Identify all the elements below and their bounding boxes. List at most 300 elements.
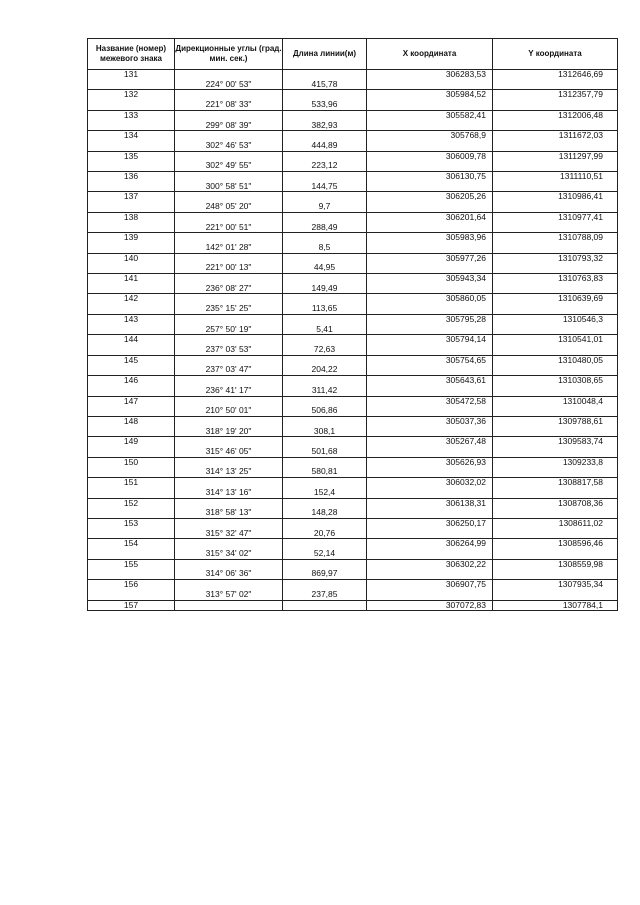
- empty-cell: [175, 274, 283, 284]
- empty-cell: [175, 151, 283, 161]
- point-row: [88, 457, 618, 467]
- y-coordinate: 1308817,58: [493, 478, 618, 488]
- empty-cell: [283, 151, 367, 161]
- point-row: [88, 233, 618, 243]
- line-length: 9,7: [283, 202, 367, 212]
- segment-row: [88, 141, 618, 151]
- empty-cell: [493, 406, 618, 416]
- y-coordinate: 1311672,03: [493, 131, 618, 141]
- point-name: 139: [88, 233, 175, 243]
- empty-cell: [493, 141, 618, 151]
- empty-cell: [283, 539, 367, 549]
- point-name: 141: [88, 274, 175, 284]
- direction-angle: 318° 19' 20": [175, 427, 283, 437]
- empty-cell: [88, 467, 175, 477]
- y-coordinate: 1308596,46: [493, 539, 618, 549]
- empty-cell: [493, 202, 618, 212]
- empty-cell: [88, 345, 175, 355]
- point-row: [88, 151, 618, 161]
- point-row: [88, 559, 618, 569]
- empty-cell: [283, 192, 367, 202]
- y-coordinate: 1310541,01: [493, 335, 618, 345]
- empty-cell: [283, 335, 367, 345]
- empty-cell: [175, 396, 283, 406]
- direction-angle: 235° 15' 25": [175, 304, 283, 314]
- point-row: [88, 70, 618, 80]
- y-coordinate: 1312646,69: [493, 70, 618, 80]
- empty-cell: [88, 447, 175, 457]
- y-coordinate: 1310048,4: [493, 396, 618, 406]
- y-coordinate: 1310977,41: [493, 212, 618, 222]
- empty-cell: [88, 182, 175, 192]
- x-coordinate: 305037,36: [367, 416, 493, 426]
- line-length: 20,76: [283, 529, 367, 539]
- x-coordinate: 306283,53: [367, 70, 493, 80]
- empty-cell: [367, 427, 493, 437]
- line-length: 415,78: [283, 80, 367, 90]
- empty-cell: [283, 253, 367, 263]
- empty-cell: [493, 223, 618, 233]
- line-length: 237,85: [283, 590, 367, 600]
- direction-angle: 315° 34' 02": [175, 549, 283, 559]
- point-row: [88, 110, 618, 120]
- empty-cell: [493, 488, 618, 498]
- empty-cell: [367, 365, 493, 375]
- empty-cell: [175, 376, 283, 386]
- point-row: [88, 580, 618, 590]
- point-row: [88, 172, 618, 182]
- x-coordinate: 306201,64: [367, 212, 493, 222]
- point-row: [88, 518, 618, 528]
- empty-cell: [367, 284, 493, 294]
- empty-cell: [175, 131, 283, 141]
- empty-cell: [283, 131, 367, 141]
- empty-cell: [283, 437, 367, 447]
- empty-cell: [367, 182, 493, 192]
- empty-cell: [88, 161, 175, 171]
- empty-cell: [367, 549, 493, 559]
- segment-row: [88, 386, 618, 396]
- segment-row: [88, 447, 618, 457]
- y-coordinate: 1310639,69: [493, 294, 618, 304]
- x-coordinate: 306032,02: [367, 478, 493, 488]
- y-coordinate: 1309788,61: [493, 416, 618, 426]
- line-length: 382,93: [283, 121, 367, 131]
- empty-cell: [88, 304, 175, 314]
- point-row: [88, 437, 618, 447]
- point-row: [88, 253, 618, 263]
- empty-cell: [493, 263, 618, 273]
- empty-cell: [283, 110, 367, 120]
- empty-cell: [493, 569, 618, 579]
- x-coordinate: 305267,48: [367, 437, 493, 447]
- point-row: [88, 335, 618, 345]
- x-coordinate: 305943,34: [367, 274, 493, 284]
- boundary-coordinates-sheet: [87, 38, 617, 611]
- empty-cell: [88, 80, 175, 90]
- empty-cell: [175, 498, 283, 508]
- empty-cell: [367, 223, 493, 233]
- empty-cell: [493, 549, 618, 559]
- empty-cell: [367, 121, 493, 131]
- empty-cell: [367, 529, 493, 539]
- empty-cell: [367, 243, 493, 253]
- empty-cell: [283, 294, 367, 304]
- direction-angle: 210° 50' 01": [175, 406, 283, 416]
- empty-cell: [175, 600, 283, 611]
- empty-cell: [367, 161, 493, 171]
- segment-row: [88, 304, 618, 314]
- x-coordinate: 305795,28: [367, 314, 493, 324]
- empty-cell: [367, 141, 493, 151]
- x-coordinate: 305582,41: [367, 110, 493, 120]
- x-coordinate: 305984,52: [367, 90, 493, 100]
- empty-cell: [283, 416, 367, 426]
- empty-cell: [367, 386, 493, 396]
- empty-cell: [88, 590, 175, 600]
- point-name: 148: [88, 416, 175, 426]
- empty-cell: [88, 549, 175, 559]
- direction-angle: 221° 00' 51": [175, 223, 283, 233]
- line-length: 533,96: [283, 100, 367, 110]
- point-name: 146: [88, 376, 175, 386]
- empty-cell: [283, 274, 367, 284]
- empty-cell: [175, 253, 283, 263]
- segment-row: [88, 161, 618, 171]
- point-row: [88, 212, 618, 222]
- point-name: 140: [88, 253, 175, 263]
- empty-cell: [175, 437, 283, 447]
- direction-angle: 299° 08' 39": [175, 121, 283, 131]
- header-direction-angle: Дирекционные углы (град. мин. сек.): [175, 39, 283, 70]
- y-coordinate: 1311110,51: [493, 172, 618, 182]
- point-name: 153: [88, 518, 175, 528]
- direction-angle: 224° 00' 53": [175, 80, 283, 90]
- y-coordinate: 1312357,79: [493, 90, 618, 100]
- point-name: 142: [88, 294, 175, 304]
- empty-cell: [175, 172, 283, 182]
- line-length: 444,89: [283, 141, 367, 151]
- empty-cell: [88, 508, 175, 518]
- line-length: 308,1: [283, 427, 367, 437]
- direction-angle: 300° 58' 51": [175, 182, 283, 192]
- empty-cell: [283, 233, 367, 243]
- header-line-length: Длина линии(м): [283, 39, 367, 70]
- direction-angle: 314° 13' 16": [175, 488, 283, 498]
- empty-cell: [283, 457, 367, 467]
- point-row: [88, 478, 618, 488]
- empty-cell: [493, 80, 618, 90]
- x-coordinate: 306205,26: [367, 192, 493, 202]
- direction-angle: 314° 13' 25": [175, 467, 283, 477]
- empty-cell: [175, 355, 283, 365]
- y-coordinate: 1312006,48: [493, 110, 618, 120]
- segment-row: [88, 467, 618, 477]
- empty-cell: [283, 376, 367, 386]
- direction-angle: 237° 03' 53": [175, 345, 283, 355]
- line-length: 52,14: [283, 549, 367, 559]
- empty-cell: [175, 559, 283, 569]
- point-row: [88, 90, 618, 100]
- point-name: 152: [88, 498, 175, 508]
- x-coordinate: 305977,26: [367, 253, 493, 263]
- empty-cell: [493, 427, 618, 437]
- line-length: 501,68: [283, 447, 367, 457]
- header-y-coordinate: Y координата: [493, 39, 618, 70]
- empty-cell: [88, 202, 175, 212]
- line-length: 113,65: [283, 304, 367, 314]
- empty-cell: [175, 335, 283, 345]
- point-row: [88, 416, 618, 426]
- point-name: 156: [88, 580, 175, 590]
- empty-cell: [283, 70, 367, 80]
- empty-cell: [88, 488, 175, 498]
- x-coordinate: 306009,78: [367, 151, 493, 161]
- point-name: 136: [88, 172, 175, 182]
- x-coordinate: 306138,31: [367, 498, 493, 508]
- empty-cell: [175, 416, 283, 426]
- empty-cell: [175, 539, 283, 549]
- empty-cell: [88, 529, 175, 539]
- empty-cell: [367, 304, 493, 314]
- empty-cell: [367, 467, 493, 477]
- point-name: 137: [88, 192, 175, 202]
- empty-cell: [283, 396, 367, 406]
- y-coordinate: 1310480,05: [493, 355, 618, 365]
- point-row: [88, 539, 618, 549]
- segment-row: [88, 345, 618, 355]
- empty-cell: [367, 263, 493, 273]
- empty-cell: [88, 141, 175, 151]
- empty-cell: [175, 457, 283, 467]
- x-coordinate: 306250,17: [367, 518, 493, 528]
- line-length: 144,75: [283, 182, 367, 192]
- line-length: 288,49: [283, 223, 367, 233]
- y-coordinate: 1309583,74: [493, 437, 618, 447]
- empty-cell: [493, 508, 618, 518]
- empty-cell: [367, 569, 493, 579]
- direction-angle: 237° 03' 47": [175, 365, 283, 375]
- empty-cell: [283, 478, 367, 488]
- point-name: 154: [88, 539, 175, 549]
- point-name: 138: [88, 212, 175, 222]
- point-name: 132: [88, 90, 175, 100]
- y-coordinate: 1308559,98: [493, 559, 618, 569]
- y-coordinate: 1307935,34: [493, 580, 618, 590]
- line-length: 149,49: [283, 284, 367, 294]
- direction-angle: 257° 50' 19": [175, 325, 283, 335]
- segment-row: [88, 121, 618, 131]
- header-point-name: Название (номер) межевого знака: [88, 39, 175, 70]
- point-name: 145: [88, 355, 175, 365]
- empty-cell: [88, 100, 175, 110]
- point-name: 143: [88, 314, 175, 324]
- segment-row: [88, 325, 618, 335]
- empty-cell: [367, 508, 493, 518]
- x-coordinate: 305754,65: [367, 355, 493, 365]
- line-length: 8,5: [283, 243, 367, 253]
- point-row: [88, 192, 618, 202]
- line-length: 72,63: [283, 345, 367, 355]
- line-length: 311,42: [283, 386, 367, 396]
- line-length: 869,97: [283, 569, 367, 579]
- point-name: 131: [88, 70, 175, 80]
- y-coordinate: 1308611,02: [493, 518, 618, 528]
- y-coordinate: 1310788,09: [493, 233, 618, 243]
- point-row: [88, 376, 618, 386]
- segment-row: [88, 223, 618, 233]
- empty-cell: [283, 580, 367, 590]
- empty-cell: [175, 314, 283, 324]
- direction-angle: 314° 06' 36": [175, 569, 283, 579]
- empty-cell: [493, 325, 618, 335]
- empty-cell: [367, 325, 493, 335]
- direction-angle: 236° 41' 17": [175, 386, 283, 396]
- direction-angle: 315° 46' 05": [175, 447, 283, 457]
- segment-row: [88, 365, 618, 375]
- empty-cell: [493, 121, 618, 131]
- segment-row: [88, 549, 618, 559]
- x-coordinate: 305860,05: [367, 294, 493, 304]
- point-row: [88, 314, 618, 324]
- empty-cell: [493, 365, 618, 375]
- table-header-row: [88, 39, 618, 70]
- direction-angle: 315° 32' 47": [175, 529, 283, 539]
- x-coordinate: 305643,61: [367, 376, 493, 386]
- point-name: 134: [88, 131, 175, 141]
- segment-row: [88, 488, 618, 498]
- empty-cell: [283, 600, 367, 611]
- y-coordinate: 1311297,99: [493, 151, 618, 161]
- x-coordinate: 307072,83: [367, 600, 493, 611]
- empty-cell: [493, 304, 618, 314]
- empty-cell: [283, 212, 367, 222]
- line-length: 506,86: [283, 406, 367, 416]
- direction-angle: 236° 08' 27": [175, 284, 283, 294]
- empty-cell: [175, 233, 283, 243]
- header-x-coordinate: X координата: [367, 39, 493, 70]
- point-name: 135: [88, 151, 175, 161]
- line-length: 148,28: [283, 508, 367, 518]
- empty-cell: [88, 365, 175, 375]
- direction-angle: 302° 46' 53": [175, 141, 283, 151]
- y-coordinate: 1310763,83: [493, 274, 618, 284]
- empty-cell: [493, 182, 618, 192]
- segment-row: [88, 569, 618, 579]
- empty-cell: [493, 590, 618, 600]
- direction-angle: 318° 58' 13": [175, 508, 283, 518]
- x-coordinate: 305983,96: [367, 233, 493, 243]
- empty-cell: [367, 447, 493, 457]
- empty-cell: [175, 478, 283, 488]
- point-row: [88, 396, 618, 406]
- segment-row: [88, 590, 618, 600]
- x-coordinate: 305768,9: [367, 131, 493, 141]
- point-name: 151: [88, 478, 175, 488]
- segment-row: [88, 284, 618, 294]
- y-coordinate: 1310986,41: [493, 192, 618, 202]
- segment-row: [88, 80, 618, 90]
- empty-cell: [88, 406, 175, 416]
- line-length: 204,22: [283, 365, 367, 375]
- x-coordinate: 306302,22: [367, 559, 493, 569]
- line-length: 5,41: [283, 325, 367, 335]
- point-row: [88, 355, 618, 365]
- point-row: [88, 131, 618, 141]
- empty-cell: [175, 192, 283, 202]
- segment-row: [88, 243, 618, 253]
- point-name: 157: [88, 600, 175, 611]
- empty-cell: [175, 110, 283, 120]
- point-name: 155: [88, 559, 175, 569]
- empty-cell: [283, 559, 367, 569]
- x-coordinate: 306907,75: [367, 580, 493, 590]
- segment-row: [88, 202, 618, 212]
- segment-row: [88, 406, 618, 416]
- empty-cell: [88, 121, 175, 131]
- boundary-coordinates-table: [87, 38, 618, 611]
- segment-row: [88, 529, 618, 539]
- empty-cell: [367, 590, 493, 600]
- empty-cell: [493, 529, 618, 539]
- empty-cell: [88, 386, 175, 396]
- empty-cell: [283, 498, 367, 508]
- y-coordinate: 1310546,3: [493, 314, 618, 324]
- direction-angle: 221° 00' 13": [175, 263, 283, 273]
- point-name: 144: [88, 335, 175, 345]
- empty-cell: [88, 569, 175, 579]
- point-row: [88, 498, 618, 508]
- empty-cell: [367, 488, 493, 498]
- y-coordinate: 1308708,36: [493, 498, 618, 508]
- empty-cell: [283, 518, 367, 528]
- empty-cell: [88, 263, 175, 273]
- empty-cell: [493, 243, 618, 253]
- direction-angle: 221° 08' 33": [175, 100, 283, 110]
- direction-angle: 302° 49' 55": [175, 161, 283, 171]
- point-row: [88, 294, 618, 304]
- empty-cell: [367, 345, 493, 355]
- empty-cell: [175, 212, 283, 222]
- direction-angle: 142° 01' 28": [175, 243, 283, 253]
- empty-cell: [283, 355, 367, 365]
- y-coordinate: 1309233,8: [493, 457, 618, 467]
- x-coordinate: 306130,75: [367, 172, 493, 182]
- direction-angle: 313° 57' 02": [175, 590, 283, 600]
- empty-cell: [493, 284, 618, 294]
- direction-angle: 248° 05' 20": [175, 202, 283, 212]
- x-coordinate: 306264,99: [367, 539, 493, 549]
- empty-cell: [88, 243, 175, 253]
- point-name: 133: [88, 110, 175, 120]
- line-length: 152,4: [283, 488, 367, 498]
- point-name: 147: [88, 396, 175, 406]
- segment-row: [88, 182, 618, 192]
- empty-cell: [88, 427, 175, 437]
- empty-cell: [283, 314, 367, 324]
- x-coordinate: 305472,58: [367, 396, 493, 406]
- empty-cell: [493, 467, 618, 477]
- table-body: [88, 70, 618, 611]
- empty-cell: [283, 90, 367, 100]
- empty-cell: [493, 161, 618, 171]
- segment-row: [88, 263, 618, 273]
- line-length: 44,95: [283, 263, 367, 273]
- x-coordinate: 305794,14: [367, 335, 493, 345]
- line-length: 580,81: [283, 467, 367, 477]
- empty-cell: [88, 284, 175, 294]
- empty-cell: [493, 345, 618, 355]
